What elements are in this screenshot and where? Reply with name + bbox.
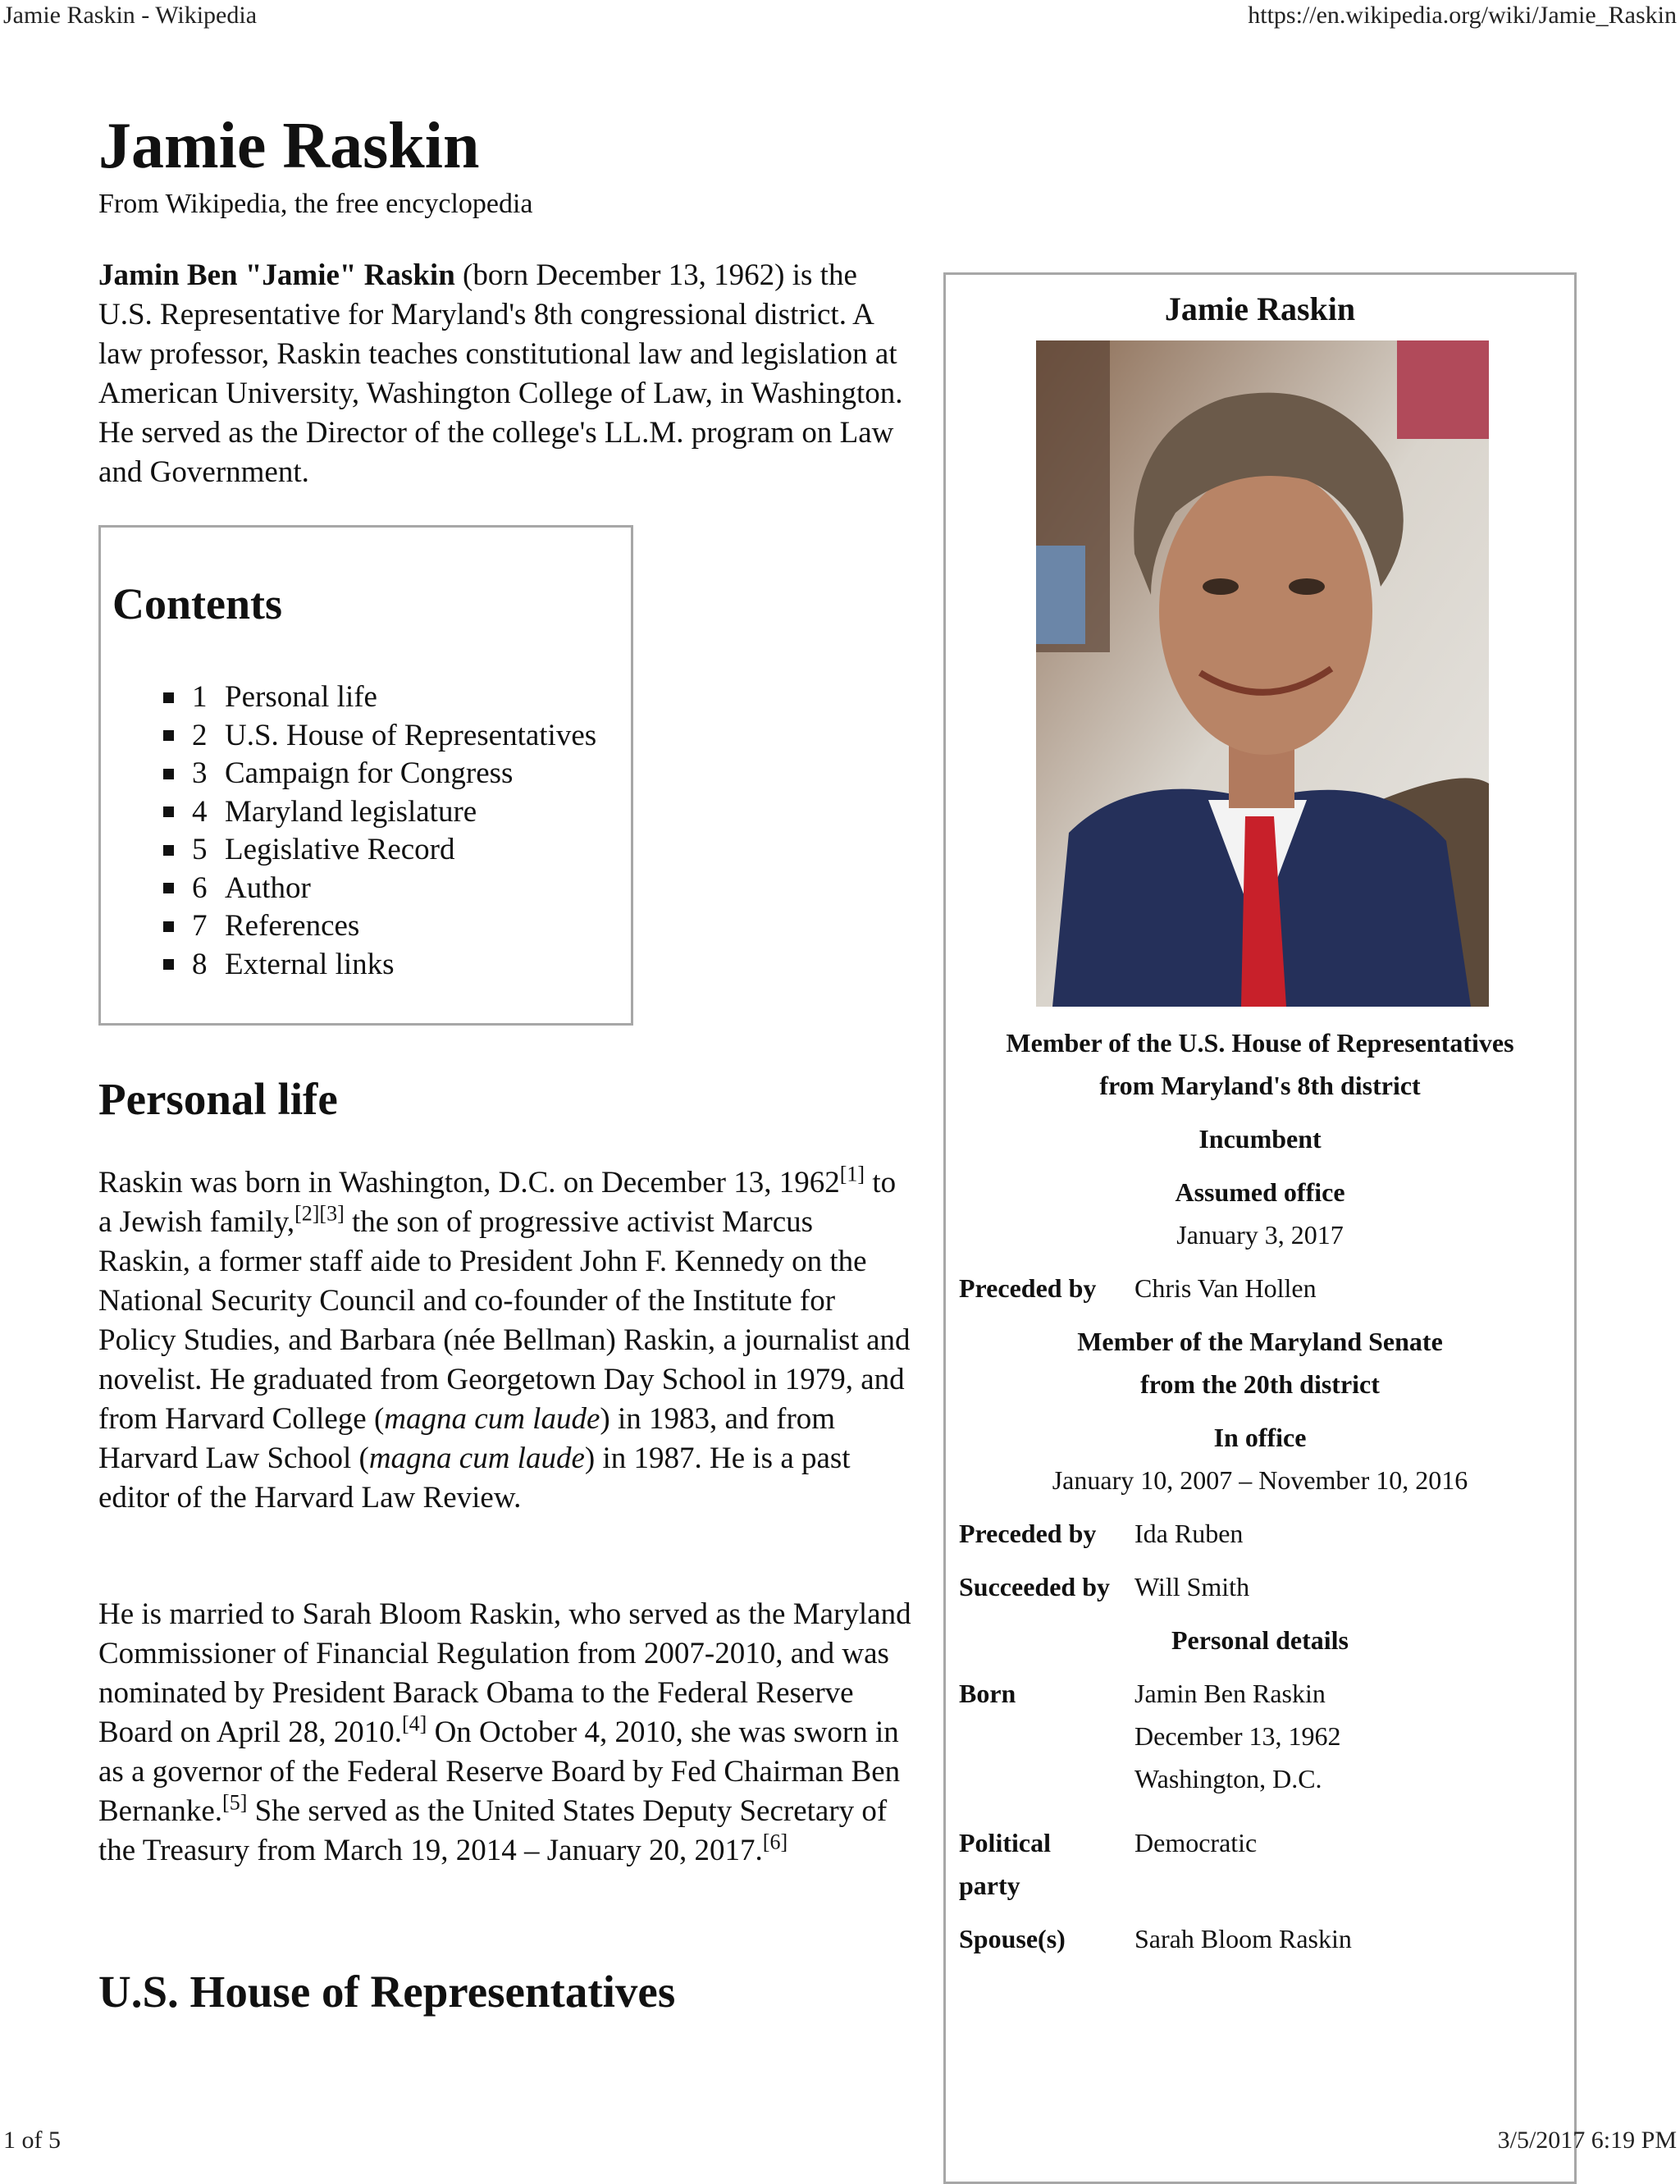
row-label-line: Political bbox=[959, 1828, 1051, 1857]
toc-item-campaign[interactable] bbox=[163, 755, 596, 793]
office1-line2[interactable]: from Maryland's 8th district bbox=[1099, 1071, 1421, 1100]
infobox-title: Jamie Raskin bbox=[1164, 290, 1356, 327]
toc-number: 7 bbox=[192, 909, 208, 943]
toc-list bbox=[163, 679, 596, 984]
infobox-photo[interactable] bbox=[1036, 340, 1489, 1007]
infobox bbox=[943, 272, 1577, 2184]
born-date: December 13, 1962 bbox=[1134, 1721, 1341, 1751]
print-header bbox=[0, 2, 1680, 30]
row-value[interactable]: Chris Van Hollen bbox=[1134, 1273, 1317, 1303]
toc-item-maryland-legislature[interactable] bbox=[163, 793, 596, 832]
toc-link[interactable]: Personal life bbox=[225, 680, 377, 714]
office2-line1[interactable]: Member of the Maryland Senate bbox=[1077, 1327, 1443, 1356]
page-title: Jamie Raskin bbox=[98, 110, 480, 182]
born-name: Jamin Ben Raskin bbox=[1134, 1679, 1326, 1708]
reference-link[interactable]: [3] bbox=[319, 1201, 345, 1226]
infobox-row-spouse bbox=[959, 1917, 1561, 1960]
print-timestamp: 3/5/2017 6:19 PM bbox=[1497, 2127, 1677, 2154]
personal-details-header: Personal details bbox=[1171, 1625, 1349, 1655]
toc-link[interactable]: Legislative Record bbox=[225, 833, 455, 866]
row-label: Succeeded by bbox=[959, 1572, 1110, 1601]
print-footer bbox=[0, 2127, 1680, 2154]
toc-number: 1 bbox=[192, 680, 208, 714]
paragraph-text: ) in 1983, and from Harvard Law School ( bbox=[98, 1402, 836, 1475]
table-of-contents bbox=[98, 525, 633, 1026]
paragraph-text: He is married to Sarah Bloom Raskin, who served as the Maryland Commissioner of Financial Regulation from 2007-2010, and was nominated by President Barack Obama to the Federal Reserve Board on April 28, 2010. bbox=[98, 1597, 911, 1749]
page-tagline: From Wikipedia, the free encyclopedia bbox=[98, 189, 533, 219]
infobox-row-preceded-by-2 bbox=[959, 1512, 1561, 1555]
infobox-row-political-party bbox=[959, 1821, 1561, 1907]
infobox-row-succeeded-by bbox=[959, 1565, 1561, 1608]
row-label: Preceded by bbox=[959, 1273, 1097, 1303]
row-value bbox=[1134, 1672, 1561, 1800]
incumbent-label: Incumbent bbox=[1198, 1124, 1322, 1154]
toc-number: 2 bbox=[192, 718, 208, 752]
reference-link[interactable]: [1] bbox=[839, 1162, 865, 1186]
lead-paragraph bbox=[98, 256, 912, 492]
bullet-icon bbox=[163, 883, 174, 893]
office1-line1[interactable]: Member of the U.S. House of Representatives bbox=[1006, 1028, 1514, 1058]
print-header-title: Jamie Raskin - Wikipedia bbox=[3, 2, 258, 29]
print-header-url[interactable]: https://en.wikipedia.org/wiki/Jamie_Raskin bbox=[1248, 2, 1677, 29]
row-value[interactable]: Democratic bbox=[1134, 1828, 1258, 1857]
row-value[interactable]: Will Smith bbox=[1134, 1572, 1250, 1601]
lead-name: Jamin Ben "Jamie" Raskin bbox=[98, 258, 455, 292]
toc-heading: Contents bbox=[112, 579, 283, 628]
toc-link[interactable]: Author bbox=[225, 870, 311, 905]
toc-number: 3 bbox=[192, 756, 208, 790]
row-value[interactable]: Ida Ruben bbox=[1134, 1519, 1244, 1548]
office2-line2[interactable]: from the 20th district bbox=[1140, 1369, 1380, 1399]
toc-link[interactable]: U.S. House of Representatives bbox=[225, 718, 597, 752]
bullet-icon bbox=[163, 921, 174, 932]
toc-item-author[interactable] bbox=[163, 870, 596, 908]
in-office-dates: January 10, 2007 – November 10, 2016 bbox=[1052, 1465, 1468, 1495]
row-label: Spouse(s) bbox=[959, 1924, 1066, 1953]
section-heading-personal-life: Personal life bbox=[98, 1074, 338, 1124]
toc-number: 5 bbox=[192, 833, 208, 866]
toc-number: 8 bbox=[192, 947, 208, 981]
toc-item-legislative-record[interactable] bbox=[163, 831, 596, 870]
toc-item-personal-life[interactable] bbox=[163, 679, 596, 717]
italic-text: magna cum laude bbox=[368, 1442, 585, 1475]
assumed-office-date: January 3, 2017 bbox=[1176, 1220, 1344, 1250]
lead-text: (born December 13, 1962) is the U.S. Representative for Maryland's 8th congressional district. A law professor, Raskin teaches constitutional law and legislation at American University, Washington College of Law, in Washington. He served as the Director of the college's LL.M. program on Law and Government. bbox=[98, 258, 903, 489]
row-label-line: party bbox=[959, 1871, 1020, 1900]
italic-text: magna cum laude bbox=[384, 1402, 600, 1436]
paragraph-text: On October 4, 2010, she was sworn in as a governor of the Federal Reserve Board by Fed Chairman Ben Bernanke. bbox=[98, 1716, 901, 1828]
bullet-icon bbox=[163, 845, 174, 856]
row-label: Born bbox=[959, 1679, 1016, 1708]
infobox-row-born bbox=[959, 1672, 1561, 1800]
row-label: Preceded by bbox=[959, 1519, 1097, 1548]
toc-link[interactable]: References bbox=[225, 909, 360, 943]
toc-item-external-links[interactable] bbox=[163, 946, 596, 985]
toc-item-us-house[interactable] bbox=[163, 717, 596, 756]
row-label bbox=[959, 1821, 1134, 1907]
bullet-icon bbox=[163, 730, 174, 741]
toc-number: 4 bbox=[192, 794, 208, 829]
paragraph-text: Raskin was born in Washington, D.C. on December 13, 1962 bbox=[98, 1166, 840, 1199]
reference-link[interactable]: [5] bbox=[222, 1790, 248, 1815]
toc-link[interactable]: External links bbox=[225, 947, 395, 981]
reference-link[interactable]: [4] bbox=[401, 1711, 427, 1736]
personal-life-paragraph-1 bbox=[98, 1163, 912, 1518]
bullet-icon bbox=[163, 692, 174, 703]
reference-link[interactable]: [2] bbox=[294, 1201, 320, 1226]
reference-link[interactable]: [6] bbox=[762, 1830, 788, 1854]
toc-link[interactable]: Maryland legislature bbox=[225, 794, 477, 829]
paragraph-text: to a Jewish family, bbox=[98, 1166, 897, 1239]
bullet-icon bbox=[163, 769, 174, 779]
toc-number: 6 bbox=[192, 870, 208, 905]
assumed-office-label: Assumed office bbox=[1175, 1177, 1345, 1207]
paragraph-text: ) in 1987. He is a past editor of the Harvard Law Review. bbox=[98, 1442, 851, 1515]
bullet-icon bbox=[163, 806, 174, 817]
page-count: 1 of 5 bbox=[3, 2127, 61, 2154]
born-place[interactable]: Washington, D.C. bbox=[1134, 1764, 1322, 1793]
toc-link[interactable]: Campaign for Congress bbox=[225, 756, 514, 790]
portrait-image bbox=[1036, 340, 1489, 1007]
bullet-icon bbox=[163, 959, 174, 970]
row-value[interactable]: Sarah Bloom Raskin bbox=[1134, 1924, 1352, 1953]
in-office-label: In office bbox=[1213, 1423, 1307, 1452]
personal-life-paragraph-2 bbox=[98, 1595, 912, 1871]
section-heading-us-house: U.S. House of Representatives bbox=[98, 1967, 676, 2017]
paragraph-text: the son of progressive activist Marcus Raskin, a former staff aide to President John F. Kennedy on the National Security Council and co-founder of the Institute for Policy Studies, and Barbara (née Bellman) Raskin, a journalist and novelist. He graduated from Georgetown Day School in 1979, and from Harvard College ( bbox=[98, 1205, 911, 1436]
infobox-row-preceded-by bbox=[959, 1267, 1561, 1309]
paragraph-text: She served as the United States Deputy Secretary of the Treasury from March 19, 2014 – January 20, 2017. bbox=[98, 1794, 888, 1867]
toc-item-references[interactable] bbox=[163, 907, 596, 946]
